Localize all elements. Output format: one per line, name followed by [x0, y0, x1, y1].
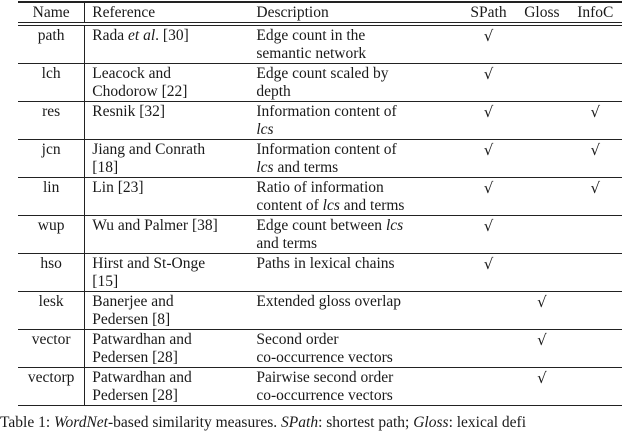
spath-check [462, 216, 515, 254]
table-row [18, 178, 622, 216]
measure-name: path [18, 24, 85, 64]
infoc-check [569, 368, 622, 406]
infoc-check [569, 178, 622, 216]
measure-name: res [18, 102, 85, 140]
reference: Lin [23] [92, 179, 144, 196]
spath-check [462, 254, 515, 292]
gloss-check [515, 140, 568, 178]
infoc-check [569, 330, 622, 368]
checkmark-icon: √ [483, 27, 494, 45]
description: Information content of lcs and terms [256, 141, 397, 176]
table-row [18, 292, 622, 330]
description: Information content of lcs [256, 103, 397, 138]
gloss-check [515, 178, 568, 216]
description: Paths in lexical chains [256, 255, 395, 272]
spath-check [462, 178, 515, 216]
reference: Banerjee and Pedersen [8] [92, 293, 174, 328]
table-row [18, 102, 622, 140]
measure-name: lch [18, 64, 85, 102]
checkmark-icon: √ [483, 217, 494, 235]
checkmark-icon: √ [590, 141, 601, 159]
spath-check [462, 24, 515, 64]
gloss-check [515, 292, 568, 330]
checkmark-icon: √ [590, 179, 601, 197]
measure-name: hso [18, 254, 85, 292]
gloss-check [515, 24, 568, 64]
checkmark-icon: √ [537, 369, 547, 387]
header-spath: SPath [470, 4, 507, 21]
measure-name: wup [18, 216, 85, 254]
checkmark-icon: √ [483, 141, 494, 159]
gloss-check [515, 254, 568, 292]
infoc-check [569, 254, 622, 292]
description: Edge count between lcs and terms [256, 217, 404, 252]
table-row [18, 140, 622, 178]
description: Extended gloss overlap [256, 293, 402, 310]
gloss-check [515, 102, 568, 140]
similarity-measures-table [18, 1, 622, 406]
table-row [18, 254, 622, 292]
spath-check [462, 102, 515, 140]
checkmark-icon: √ [483, 179, 494, 197]
measure-name: lin [18, 178, 85, 216]
reference: Resnik [32] [92, 103, 166, 120]
table-row [18, 24, 622, 64]
header-gloss: Gloss [524, 4, 560, 21]
measure-name: jcn [18, 140, 85, 178]
spath-check [462, 330, 515, 368]
checkmark-icon: √ [483, 255, 494, 273]
reference: Rada et al. [30] [92, 27, 189, 44]
infoc-check [569, 292, 622, 330]
measure-name: vector [18, 330, 85, 368]
description: Pairwise second order co-occurrence vectors [256, 369, 394, 404]
infoc-check [569, 64, 622, 102]
table-row [18, 64, 622, 102]
gloss-check [515, 64, 568, 102]
table-row [18, 330, 622, 368]
infoc-check [569, 24, 622, 64]
reference: Patwardhan and Pedersen [28] [92, 369, 192, 404]
measure-name: vectorp [18, 368, 85, 406]
header-infoc: InfoC [577, 4, 614, 21]
table-row [18, 368, 622, 406]
description: Edge count scaled by depth [256, 65, 389, 100]
reference: Wu and Palmer [38] [92, 217, 218, 234]
table-caption: Table 1: WordNet-based similarity measures. SPath: shortest path; Gloss: lexical defi [0, 414, 527, 431]
checkmark-icon: √ [483, 103, 494, 121]
description: Second order co-occurrence vectors [256, 331, 393, 366]
description: Edge count in the semantic network [256, 27, 367, 62]
infoc-check [569, 140, 622, 178]
reference: Leacock and Chodorow [22] [92, 65, 188, 100]
infoc-check [569, 102, 622, 140]
header-description: Description [256, 4, 329, 21]
spath-check [462, 368, 515, 406]
spath-check [462, 140, 515, 178]
gloss-check [515, 330, 568, 368]
gloss-check [515, 368, 568, 406]
header-reference: Reference [92, 4, 156, 21]
reference: Patwardhan and Pedersen [28] [92, 331, 192, 366]
checkmark-icon: √ [537, 331, 547, 349]
measure-name: lesk [18, 292, 85, 330]
gloss-check [515, 216, 568, 254]
reference: Jiang and Conrath [18] [92, 141, 206, 176]
spath-check [462, 64, 515, 102]
spath-check [462, 292, 515, 330]
checkmark-icon: √ [483, 65, 494, 83]
reference: Hirst and St-Onge [15] [92, 255, 206, 290]
table-header-row [18, 2, 622, 24]
table-row [18, 216, 622, 254]
checkmark-icon: √ [537, 293, 547, 311]
checkmark-icon: √ [590, 103, 601, 121]
infoc-check [569, 216, 622, 254]
header-name: Name [18, 2, 85, 24]
description: Ratio of information content of lcs and terms [256, 179, 405, 214]
